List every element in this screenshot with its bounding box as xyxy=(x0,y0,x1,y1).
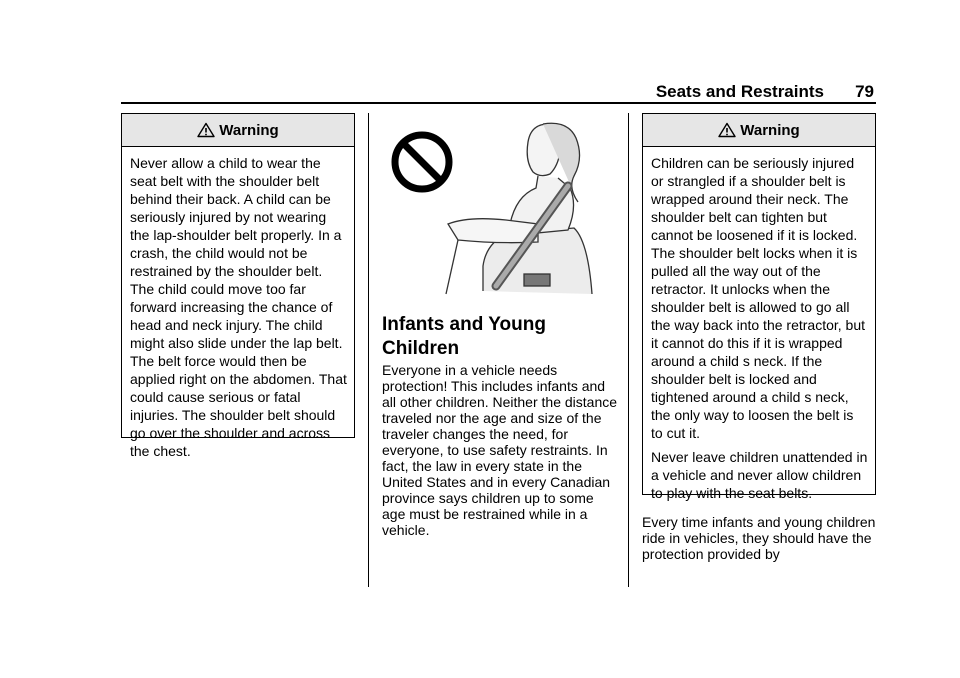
section-heading: Infants and Young Children xyxy=(382,314,546,359)
warning-header xyxy=(643,114,875,147)
prohibition-icon xyxy=(395,135,449,189)
warning-text: Children can be seriously injured or strangled if a shoulder belt is wrapped around their neck. The shoulder belt can tighten but cannot be loosened if it is locked. The shoulder belt locks when it is pulled all the way out of the retractor. It unlocks when the shoulder belt is allowed to go all the way back into the retractor, but it cannot do this if it is wrapped around a child s neck. If the shoulder belt is locked and tightened around a child s neck, the only way to loosen the belt is to cut it. xyxy=(651,155,866,441)
warning-box-right xyxy=(642,113,876,501)
warning-triangle-icon xyxy=(197,122,215,138)
page-number: 79 xyxy=(855,82,874,101)
seat-belt-illustration xyxy=(388,116,596,296)
warning-title: Warning xyxy=(219,121,279,139)
warning-box-left xyxy=(121,113,355,459)
warning-triangle-icon xyxy=(718,122,736,138)
warning-body xyxy=(643,147,875,514)
intro-paragraph: Everyone in a vehicle needs protection! This includes infants and all other children. Neither the distance traveled nor the age and size of the traveler changes the need, for everyone, to use safety restraints. In fact, the law in every state in the United States and in every Canadian province says children up to some age must be restrained while in a vehicle. xyxy=(382,362,618,538)
page-header xyxy=(121,82,876,104)
warning-title: Warning xyxy=(740,121,800,139)
warning-text: Never allow a child to wear the seat belt with the shoulder belt behind their back. A child can be seriously injured by not wearing the lap-shoulder belt properly. In a crash, the child would not be restrained by the shoulder belt. The child could move too far forward increasing the chance of head and neck injury. The child might also slide under the lap belt. The belt force would then be applied right on the abdomen. That could cause serious or fatal injuries. The shoulder belt should go over the shoulder and across the chest. xyxy=(130,155,347,459)
child-figure xyxy=(446,123,592,294)
warning-text: Never leave children unattended in a vehicle and never allow children to play with the seat belts. xyxy=(651,449,868,501)
column-divider-left xyxy=(368,113,369,587)
warning-header xyxy=(122,114,354,147)
body-paragraph: Every time infants and young children ride in vehicles, they should have the protection provided by xyxy=(642,514,876,562)
warning-body xyxy=(122,147,354,472)
section-title: Seats and Restraints xyxy=(655,82,824,101)
column-divider-right xyxy=(628,113,629,587)
